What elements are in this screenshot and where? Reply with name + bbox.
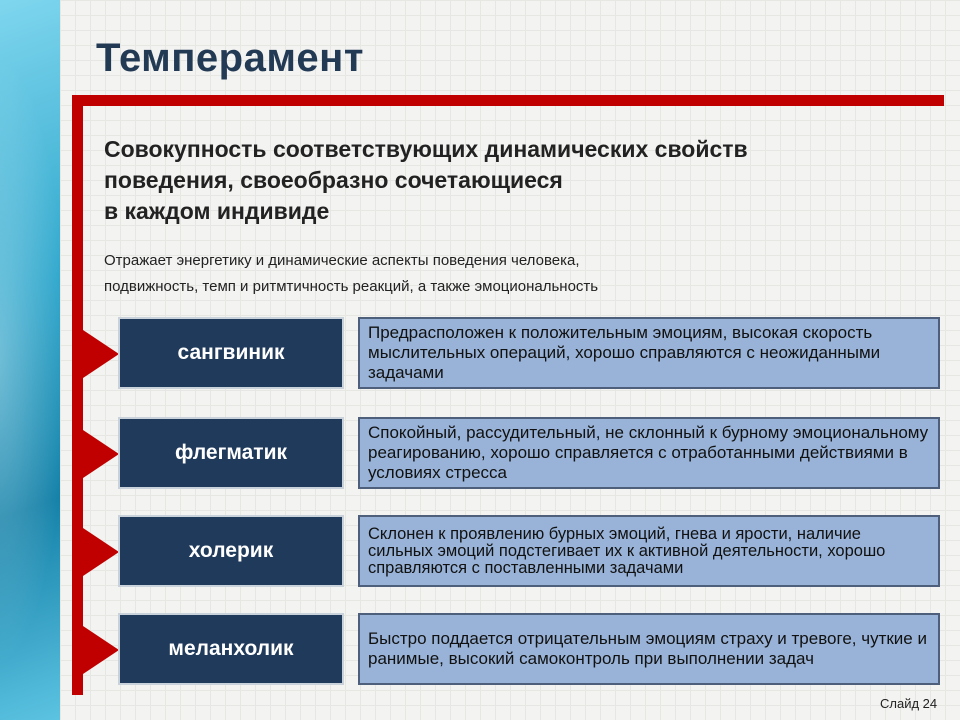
description-box-melancholic <box>358 613 940 685</box>
decorative-side-band <box>0 0 60 720</box>
slide-title: Темперамент <box>96 36 364 80</box>
description-box-phlegmatic <box>358 417 940 489</box>
red-arrow-icon <box>83 330 119 378</box>
definition-text <box>104 134 934 227</box>
description-text: Спокойный, рассудительный, не склонный к бурному эмоциональному реагированию, хорошо справляется с отработанными действиями в условиях стресса <box>368 423 929 482</box>
subtext <box>104 248 884 300</box>
subtext-line: подвижность, темп и ритмтичность реакций, а также эмоциональность <box>104 278 599 295</box>
type-box-sanguine: сангвиник <box>118 317 344 389</box>
description-text: Склонен к проявлению бурных эмоций, гнева и ярости, наличие сильных эмоций подстегивает их к активной деятельности, хорошо справляются с поставленными задачами <box>368 524 886 577</box>
red-arrow-icon <box>83 430 119 478</box>
type-box-melancholic: меланхолик <box>118 613 344 685</box>
slide-number: Слайд 24 <box>880 696 938 711</box>
definition-line: в каждом индивиде <box>104 198 330 224</box>
subtext-line: Отражает энергетику и динамические аспекты поведения человека, <box>104 252 580 269</box>
red-horizontal-line <box>72 95 944 106</box>
definition-line: поведения, своеобразно сочетающиеся <box>104 167 563 193</box>
description-box-choleric <box>358 515 940 587</box>
description-text: Предрасположен к положительным эмоциям, высокая скорость мыслительных операций, хорошо справляются с неожиданными задачами <box>368 323 881 382</box>
red-vertical-line <box>72 95 83 695</box>
type-box-phlegmatic: флегматик <box>118 417 344 489</box>
description-box-sanguine <box>358 317 940 389</box>
definition-line: Совокупность соответствующих динамических свойств <box>104 136 748 162</box>
red-arrow-icon <box>83 528 119 576</box>
red-arrow-icon <box>83 626 119 674</box>
description-text: Быстро поддается отрицательным эмоциям страху и тревоге, чуткие и ранимые, высокий самоконтроль при выполнении задач <box>368 629 927 668</box>
type-box-choleric: холерик <box>118 515 344 587</box>
